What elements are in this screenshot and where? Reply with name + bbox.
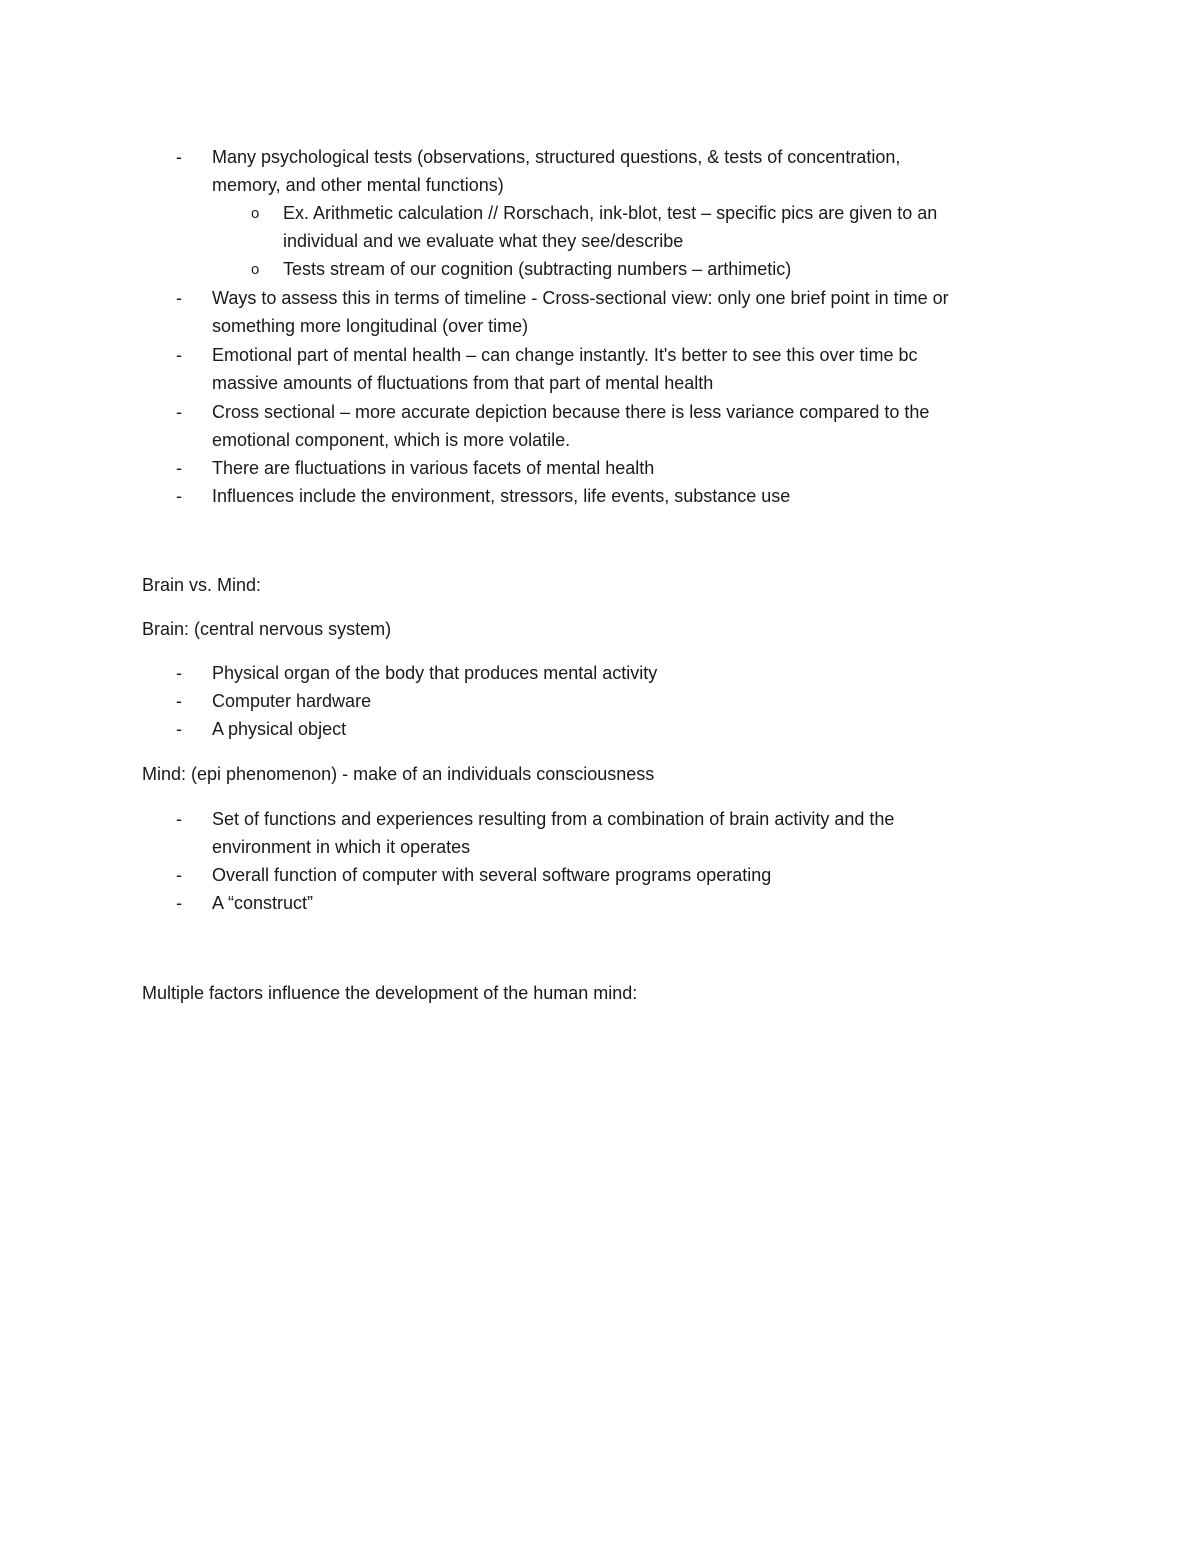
bullet-dash: - bbox=[176, 458, 182, 478]
section-heading-multiple-factors: Multiple factors influence the development of the human mind: bbox=[142, 983, 638, 1003]
list-item-line: massive amounts of fluctuations from that part of mental health bbox=[212, 373, 714, 393]
bullet-dash: - bbox=[176, 486, 182, 506]
list-item-line: Emotional part of mental health – can change instantly. It's better to see this over time bc bbox=[212, 345, 918, 365]
bullet-dash: - bbox=[176, 147, 182, 167]
section-heading-brain-vs-mind: Brain vs. Mind: bbox=[142, 575, 262, 595]
brain-list-item: A physical object bbox=[212, 719, 347, 739]
sub-list-item-line: Ex. Arithmetic calculation // Rorschach, ink-blot, test – specific pics are given to an bbox=[283, 203, 938, 223]
bullet-dash: - bbox=[176, 893, 182, 913]
list-item-line: Cross sectional – more accurate depiction because there is less variance compared to the bbox=[212, 402, 930, 422]
bullet-dash: - bbox=[176, 402, 182, 422]
brain-list-item: Computer hardware bbox=[212, 691, 372, 711]
list-item-line: There are fluctuations in various facets of mental health bbox=[212, 458, 655, 478]
list-item-line: Many psychological tests (observations, structured questions, & tests of concentration, bbox=[212, 147, 901, 167]
mind-list-item: environment in which it operates bbox=[212, 837, 471, 857]
bullet-dash: - bbox=[176, 288, 182, 308]
list-item-line: memory, and other mental functions) bbox=[212, 175, 504, 195]
bullet-dash: - bbox=[176, 691, 182, 711]
mind-list-item: Overall function of computer with several software programs operating bbox=[212, 865, 772, 885]
bullet-dash: - bbox=[176, 809, 182, 829]
list-item-line: something more longitudinal (over time) bbox=[212, 316, 529, 336]
list-item-line: Influences include the environment, stressors, life events, substance use bbox=[212, 486, 791, 506]
mind-heading: Mind: (epi phenomenon) - make of an individuals consciousness bbox=[142, 764, 655, 784]
mind-list-item: Set of functions and experiences resulting from a combination of brain activity and the bbox=[212, 809, 895, 829]
bullet-dash: - bbox=[176, 345, 182, 365]
bullet-dash: - bbox=[176, 663, 182, 683]
list-item-line: emotional component, which is more volatile. bbox=[212, 430, 571, 450]
brain-heading: Brain: (central nervous system) bbox=[142, 619, 392, 639]
sub-list-item-line: individual and we evaluate what they see/describe bbox=[283, 231, 684, 251]
bullet-dash: - bbox=[176, 865, 182, 885]
list-item-line: Ways to assess this in terms of timeline - Cross-sectional view: only one brief point in time or bbox=[212, 288, 949, 308]
bullet-dash: - bbox=[176, 719, 182, 739]
mind-list-item: A “construct” bbox=[212, 893, 314, 913]
sub-bullet: o bbox=[251, 205, 260, 222]
sub-bullet: o bbox=[251, 261, 260, 278]
sub-list-item-line: Tests stream of our cognition (subtracting numbers – arthimetic) bbox=[283, 259, 792, 279]
brain-list-item: Physical organ of the body that produces mental activity bbox=[212, 663, 658, 683]
